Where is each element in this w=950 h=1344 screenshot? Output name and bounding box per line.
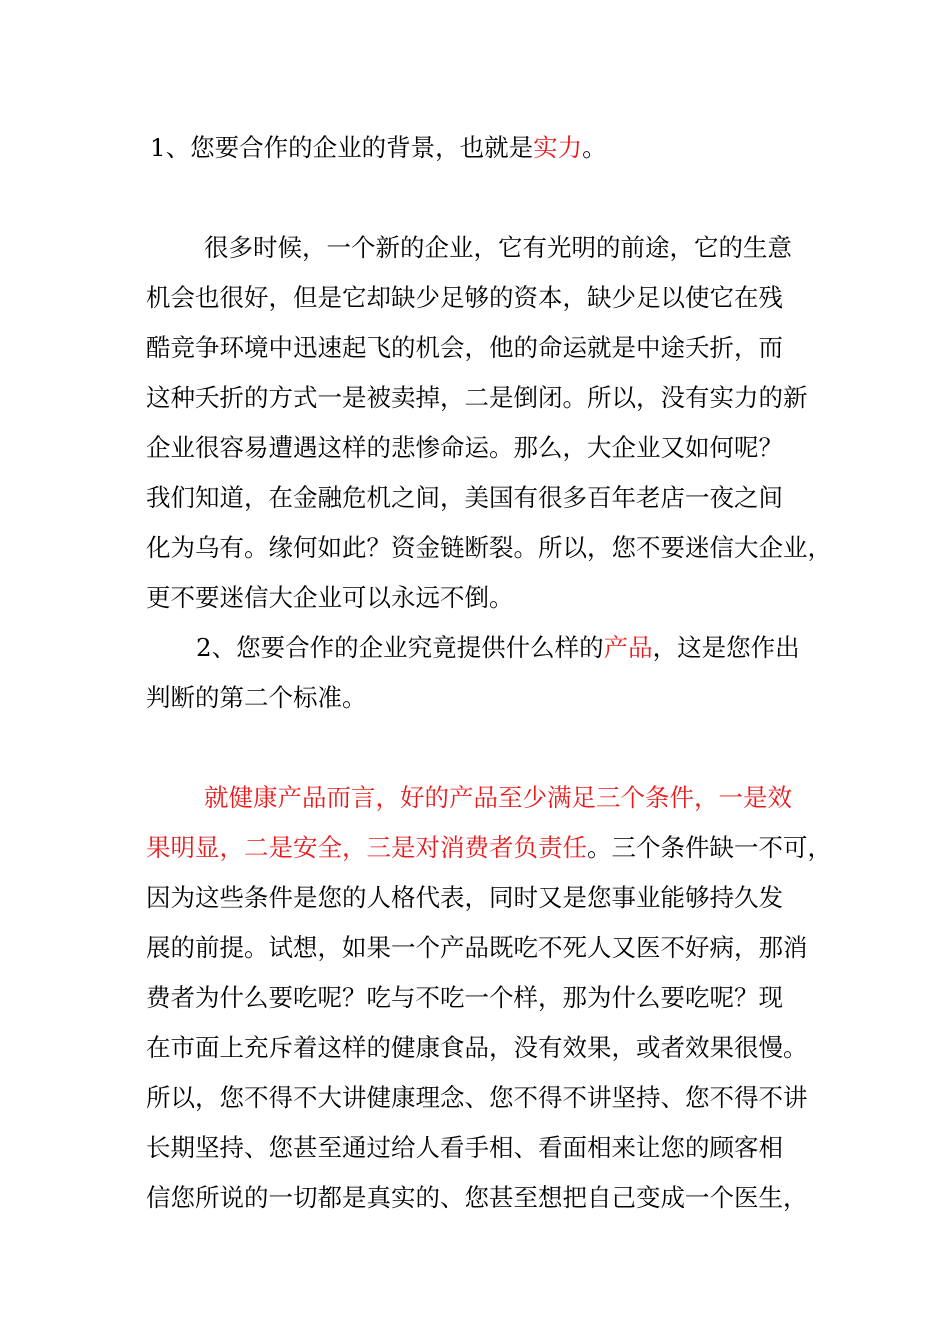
line-text: 这种夭折的方式一是被卖掉，二是倒闭。所以，没有实力的新 — [146, 383, 808, 412]
heading-1 — [150, 133, 607, 163]
line-text: 企业很容易遭遇这样的悲惨命运。那么，大企业又如何呢？ — [146, 433, 783, 462]
heading-2-highlight: 产品 — [603, 633, 653, 662]
paragraph-line — [146, 433, 783, 463]
paragraph-line — [146, 1033, 808, 1063]
line-text: 我们知道，在金融危机之间，美国有很多百年老店一夜之间 — [146, 483, 783, 512]
paragraph-line — [204, 783, 792, 813]
paragraph-line — [146, 1083, 808, 1113]
paragraph-line — [146, 983, 783, 1013]
line-text: 很多时候，一个新的企业，它有光明的前途，它的生意 — [204, 233, 792, 262]
line-text: 化为乌有。缘何如此？资金链断裂。所以，您不要迷信大企业， — [146, 533, 832, 562]
heading-2-text: 2、您要合作的企业究竟提供什么样的 — [196, 633, 604, 662]
heading-1-text: 1、您要合作的企业的背景，也就是 — [150, 133, 534, 162]
line-highlight: 果明显，二是安全，三是对消费者负责任 — [146, 833, 587, 862]
paragraph-line — [146, 683, 367, 713]
line-text: 更不要迷信大企业可以永远不倒。 — [146, 583, 514, 612]
line-text: 机会也很好，但是它却缺少足够的资本，缺少足以使它在残 — [146, 283, 783, 312]
paragraph-line — [204, 233, 792, 263]
paragraph-line — [146, 1183, 808, 1213]
line-text: 费者为什么要吃呢？吃与不吃一个样，那为什么要吃呢？现 — [146, 983, 783, 1012]
line-text: 信您所说的一切都是真实的、您甚至想把自己变成一个医生， — [146, 1183, 808, 1212]
heading-1-highlight: 实力 — [533, 133, 583, 162]
line-text: 因为这些条件是您的人格代表，同时又是您事业能够持久发 — [146, 883, 783, 912]
paragraph-line — [146, 283, 783, 313]
line-highlight: 就健康产品而言，好的产品至少满足三个条件，一是效 — [204, 783, 792, 812]
paragraph-line — [146, 383, 808, 413]
heading-1-tail: 。 — [582, 133, 607, 162]
heading-2 — [196, 633, 800, 663]
paragraph-line — [146, 1133, 783, 1163]
paragraph-line — [146, 483, 783, 513]
paragraph-line — [146, 533, 832, 563]
line-text: 判断的第二个标准。 — [146, 683, 367, 712]
heading-2-tail: ，这是您作出 — [652, 633, 800, 662]
line-text: 所以，您不得不大讲健康理念、您不得不讲坚持、您不得不讲 — [146, 1083, 808, 1112]
line-text: 酷竞争环境中迅速起飞的机会，他的命运就是中途夭折，而 — [146, 333, 783, 362]
line-text: 。三个条件缺一不可， — [587, 833, 832, 862]
paragraph-line — [146, 933, 808, 963]
paragraph-line — [146, 883, 783, 913]
line-text: 长期坚持、您甚至通过给人看手相、看面相来让您的顾客相 — [146, 1133, 783, 1162]
paragraph-line — [146, 333, 783, 363]
paragraph-line — [146, 833, 832, 863]
paragraph-line — [146, 583, 514, 613]
line-text: 展的前提。试想，如果一个产品既吃不死人又医不好病，那消 — [146, 933, 808, 962]
line-text: 在市面上充斥着这样的健康食品，没有效果，或者效果很慢。 — [146, 1033, 808, 1062]
